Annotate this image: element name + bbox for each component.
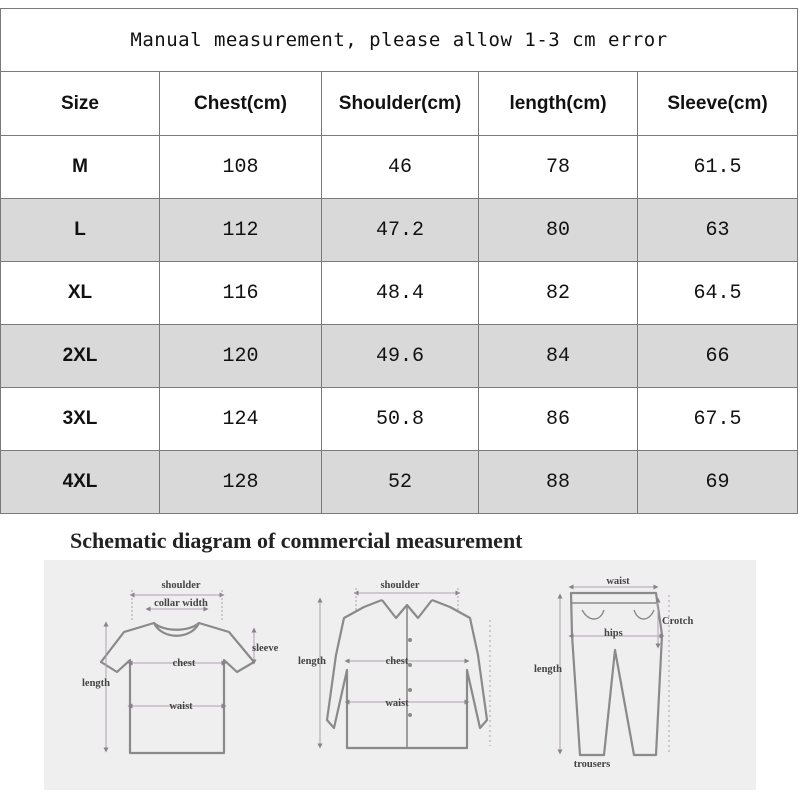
column-header-size: Size: [1, 72, 160, 136]
trousers-crotch-label: Crotch: [662, 616, 694, 627]
trousers-name-label: trousers: [573, 759, 611, 770]
trousers-waist-label: waist: [606, 576, 630, 587]
table-title-row: [1, 9, 798, 72]
sleeve-cell: 64.5: [638, 262, 798, 325]
sleeve-cell: 66: [638, 325, 798, 388]
trousers-hips-label: hips: [604, 628, 623, 639]
tshirt-waist-label: waist: [169, 701, 193, 712]
table-row: [1, 325, 798, 388]
tshirt-collar-width-label: collar width: [154, 598, 208, 609]
length-cell: 82: [479, 262, 638, 325]
tshirt-shoulder-label: shoulder: [161, 580, 201, 591]
chest-cell: 108: [160, 136, 322, 199]
table-header-row: [1, 72, 798, 136]
size-cell: 2XL: [1, 325, 160, 388]
shirt-chest-label: chest: [385, 656, 409, 667]
table-title: Manual measurement, please allow 1-3 cm error: [1, 9, 798, 72]
length-cell: 86: [479, 388, 638, 451]
tshirt-length-label: length: [82, 678, 111, 689]
size-cell: 3XL: [1, 388, 160, 451]
shirt-waist-label: waist: [385, 698, 409, 709]
chest-cell: 128: [160, 451, 322, 514]
sleeve-cell: 67.5: [638, 388, 798, 451]
shoulder-cell: 47.2: [322, 199, 479, 262]
length-cell: 80: [479, 199, 638, 262]
shoulder-cell: 46: [322, 136, 479, 199]
length-cell: 88: [479, 451, 638, 514]
chest-cell: 124: [160, 388, 322, 451]
column-header-chest: Chest(cm): [160, 72, 322, 136]
shirt-length-label: length: [298, 656, 327, 667]
size-cell: XL: [1, 262, 160, 325]
shirt-shoulder-label: shoulder: [380, 580, 420, 591]
shirt-figure: [327, 600, 487, 748]
trousers-figure: [571, 593, 662, 755]
size-cell: 4XL: [1, 451, 160, 514]
table-row: [1, 262, 798, 325]
column-header-sleeve: Sleeve(cm): [638, 72, 798, 136]
column-header-shoulder: Shoulder(cm): [322, 72, 479, 136]
tshirt-sleeve-label: sleeve: [252, 643, 279, 654]
tshirt-guides: [106, 590, 254, 750]
chest-cell: 116: [160, 262, 322, 325]
chest-cell: 120: [160, 325, 322, 388]
table-row: [1, 388, 798, 451]
length-cell: 78: [479, 136, 638, 199]
trousers-length-label: length: [534, 664, 563, 675]
length-cell: 84: [479, 325, 638, 388]
tshirt-outline: [101, 623, 254, 753]
table-row: [1, 451, 798, 514]
shoulder-cell: 48.4: [322, 262, 479, 325]
column-header-length: length(cm): [479, 72, 638, 136]
chest-cell: 112: [160, 199, 322, 262]
size-cell: L: [1, 199, 160, 262]
sleeve-cell: 63: [638, 199, 798, 262]
tshirt-chest-label: chest: [172, 658, 196, 669]
table-row: [1, 136, 798, 199]
diagram-heading: Schematic diagram of commercial measurement: [70, 528, 523, 553]
measurement-diagram-panel: [44, 560, 756, 790]
size-cell: M: [1, 136, 160, 199]
shirt-guides: [320, 588, 490, 746]
sleeve-cell: 69: [638, 451, 798, 514]
shoulder-cell: 50.8: [322, 388, 479, 451]
tshirt-figure: [101, 623, 254, 753]
shoulder-cell: 52: [322, 451, 479, 514]
sleeve-cell: 61.5: [638, 136, 798, 199]
shoulder-cell: 49.6: [322, 325, 479, 388]
measurement-diagram: [44, 560, 756, 790]
table-row: [1, 199, 798, 262]
size-table: [0, 8, 798, 514]
